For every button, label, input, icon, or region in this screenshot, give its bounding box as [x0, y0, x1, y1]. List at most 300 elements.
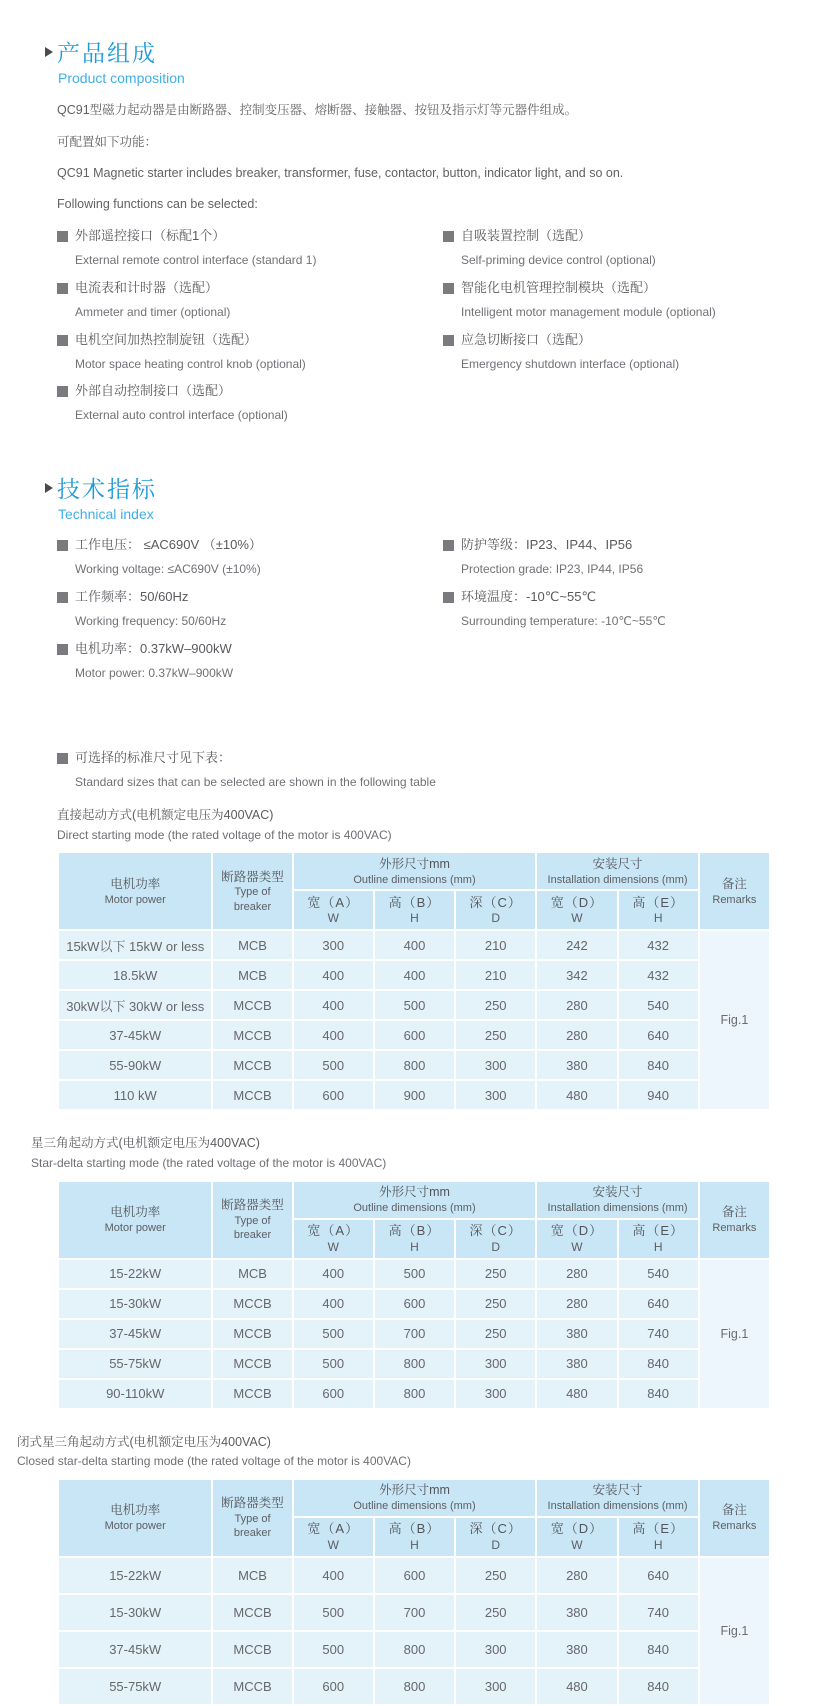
header-dimension-col [456, 1220, 535, 1258]
header-outline-dimensions-cn: 外形尺寸mm [379, 856, 450, 871]
table-cell: 840 [619, 1350, 698, 1378]
table-remark-cell: Fig.1 [700, 931, 769, 1109]
table-cell: MCCB [213, 1320, 291, 1348]
table-cell: 400 [294, 991, 373, 1019]
note-line-cn [57, 749, 772, 768]
feature-item-cn [443, 331, 772, 350]
table-cell: MCCB [213, 1632, 291, 1667]
table-cell: 400 [375, 961, 454, 989]
table-cell: 280 [537, 1260, 616, 1288]
table-cell: 840 [619, 1669, 698, 1704]
header-motor-power-en: Motor power [104, 893, 166, 906]
table-row [59, 1632, 769, 1667]
table-cell: 15kW以下 15kW or less [59, 931, 211, 959]
header-installation-dimensions [537, 1480, 697, 1516]
tech-item-cn [57, 588, 443, 607]
table-cell: 15-22kW [59, 1260, 211, 1288]
table-cell: 380 [537, 1350, 616, 1378]
table-cell: 37-45kW [59, 1021, 211, 1049]
tech-column-left [57, 536, 443, 691]
table-caption-en: Closed star-delta starting mode (the rated voltage of the motor is 400VAC) [17, 1454, 411, 1469]
table-cell: MCCB [213, 1380, 291, 1408]
section-arrow-icon [45, 483, 53, 493]
table-cell: 700 [375, 1320, 454, 1348]
section-title-cn: 技术指标 [57, 476, 157, 502]
table-caption-en: Direct starting mode (the rated voltage of the motor is 400VAC) [57, 827, 392, 842]
table-cell: 300 [294, 931, 373, 959]
header-dimension-col-en: W [327, 911, 339, 926]
table-row [59, 991, 769, 1019]
feature-column-left [57, 227, 443, 434]
table-cell: 300 [456, 1380, 535, 1408]
header-remarks-cn: 备注 [721, 1503, 747, 1518]
table-row [59, 1260, 769, 1288]
table-cell: 540 [619, 991, 698, 1019]
table-cell: 90-110kW [59, 1380, 211, 1408]
section-title-cn: 产品组成 [57, 40, 157, 66]
table-row [59, 1290, 769, 1318]
table-cell: 840 [619, 1632, 698, 1667]
table-row [59, 961, 769, 989]
tech-item-text-en: Surrounding temperature: -10℃~55℃ [461, 613, 666, 628]
table-cell: 500 [375, 991, 454, 1019]
table-cell: 800 [375, 1350, 454, 1378]
table-cell: 740 [619, 1595, 698, 1630]
section-header [57, 40, 772, 86]
header-installation-dimensions-cn: 安装尺寸 [592, 1185, 643, 1199]
section-title-en: Product composition [58, 70, 185, 87]
header-breaker-type-en: Type of breaker [233, 1214, 272, 1242]
table-remark-cell: Fig.1 [700, 1260, 769, 1408]
header-breaker-type-en: Type of breaker [233, 1513, 272, 1540]
feature-item-text-en: External remote control interface (standard 1) [75, 253, 317, 268]
table-cell: 640 [619, 1021, 698, 1049]
table-cell: 480 [537, 1669, 616, 1704]
header-dimension-col-cn: 宽（D） [550, 1521, 604, 1537]
table-cell: 800 [375, 1380, 454, 1408]
bullet-square-icon [443, 335, 454, 346]
bullet-square-icon [57, 283, 68, 294]
table-cell: 280 [537, 1558, 616, 1593]
bullet-square-icon [57, 386, 68, 397]
header-motor-power-cn: 电机功率 [110, 1205, 161, 1219]
header-dimension-col [619, 1220, 698, 1258]
table-cell: MCCB [213, 1021, 291, 1049]
header-outline-dimensions-cn: 外形尺寸mm [379, 1483, 450, 1498]
table-cell: 37-45kW [59, 1320, 211, 1348]
header-motor-power-en: Motor power [104, 1520, 166, 1533]
table-cell: 400 [294, 1260, 373, 1288]
table-cell: 500 [294, 1051, 373, 1079]
bullet-square-icon [57, 231, 68, 242]
bullet-square-icon [443, 283, 454, 294]
table-cell: 500 [375, 1260, 454, 1288]
header-dimension-col-cn: 宽（D） [550, 894, 604, 910]
feature-item-text-en: Intelligent motor management module (optional) [461, 304, 716, 319]
header-dimension-col-cn: 宽（A） [307, 894, 360, 910]
bullet-square-icon [57, 335, 68, 346]
size-table [57, 1180, 771, 1410]
header-dimension-col-cn: 宽（D） [550, 1223, 604, 1239]
header-installation-dimensions-cn: 安装尺寸 [592, 856, 643, 871]
feature-item [57, 382, 443, 424]
table-cell: 600 [375, 1558, 454, 1593]
bullet-square-icon [443, 231, 454, 242]
tech-item-text-cn: 工作频率：50/60Hz [75, 589, 189, 605]
intro-paragraph: QC91 Magnetic starter includes breaker, transformer, fuse, contactor, button, indicator light, and so on. [57, 165, 624, 180]
table-cell: 800 [375, 1632, 454, 1667]
size-table-block [17, 1434, 772, 1706]
header-outline-dimensions-en: Outline dimensions (mm) [353, 1500, 476, 1513]
feature-item-cn [57, 331, 443, 350]
table-row [59, 1350, 769, 1378]
feature-item [443, 279, 772, 321]
table-cell: MCCB [213, 1350, 291, 1378]
feature-item-text-en: Ammeter and timer (optional) [75, 304, 231, 319]
tech-item-text-cn: 工作电压： ≤AC690V （±10%） [75, 537, 262, 553]
table-caption-cn: 星三角起动方式(电机额定电压为400VAC) [31, 1136, 260, 1151]
bullet-square-icon [57, 753, 68, 764]
header-dimension-col-cn: 高（B） [388, 1521, 441, 1537]
tech-item-cn [57, 640, 443, 659]
table-cell: 640 [619, 1558, 698, 1593]
header-breaker-type [213, 853, 291, 929]
table-cell: 940 [619, 1081, 698, 1109]
table-cell: 400 [294, 1558, 373, 1593]
size-tables [17, 807, 772, 1706]
table-cell: 480 [537, 1081, 616, 1109]
table-cell: 840 [619, 1380, 698, 1408]
intro-paragraph: QC91型磁力起动器是由断路器、控制变压器、熔断器、接触器、按钮及指示灯等元器件组成。 [57, 103, 578, 118]
table-cell: 30kW以下 30kW or less [59, 991, 211, 1019]
header-dimension-col-cn: 深（C） [469, 1521, 522, 1537]
header-outline-dimensions [294, 853, 536, 889]
header-breaker-type-cn: 断路器类型 [221, 869, 284, 884]
table-remark-cell: Fig.1 [700, 1558, 769, 1704]
table-caption-cn: 直接起动方式(电机额定电压为400VAC) [57, 808, 274, 822]
header-outline-dimensions [294, 1182, 536, 1218]
feature-item-text-cn: 智能化电机管理控制模块（选配） [461, 280, 657, 296]
feature-item [57, 331, 443, 373]
table-cell: 250 [456, 1595, 535, 1630]
table-caption-cn: 闭式星三角起动方式(电机额定电压为400VAC) [17, 1434, 271, 1449]
feature-item-cn [57, 382, 443, 401]
header-dimension-col [375, 891, 454, 929]
table-cell: 432 [619, 931, 698, 959]
header-dimension-col-en: H [410, 1537, 419, 1552]
header-remarks [700, 853, 769, 929]
feature-item-text-en: Self-priming device control (optional) [461, 253, 656, 268]
table-cell: MCCB [213, 1595, 291, 1630]
header-dimension-col-cn: 深（C） [469, 894, 522, 910]
feature-item-text-en: External auto control interface (optional) [75, 408, 288, 423]
header-dimension-col-cn: 宽（A） [307, 1521, 360, 1537]
header-remarks [700, 1182, 769, 1258]
section-title-en: Technical index [58, 506, 154, 523]
header-dimension-col-en: W [571, 911, 583, 926]
table-row [59, 1320, 769, 1348]
feature-item [57, 279, 443, 321]
header-dimension-col-en: H [653, 1537, 663, 1552]
size-table-block [57, 807, 772, 1111]
table-row [59, 1021, 769, 1049]
table-cell: 640 [619, 1290, 698, 1318]
header-outline-dimensions [294, 1480, 536, 1516]
table-cell: 400 [375, 931, 454, 959]
tech-item-text-cn: 环境温度：-10℃~55℃ [461, 589, 597, 605]
standard-sizes-note [57, 749, 772, 791]
table-cell: 400 [294, 1290, 373, 1318]
header-dimension-col-en: H [653, 1239, 663, 1254]
header-dimension-col-en: H [410, 911, 419, 926]
tech-item-text-en: Protection grade: IP23, IP44, IP56 [461, 562, 644, 577]
tech-item-text-en: Motor power: 0.37kW–900kW [75, 665, 234, 680]
table-row [59, 1051, 769, 1079]
tech-item [443, 588, 772, 630]
table-cell: 55-75kW [59, 1350, 211, 1378]
table-cell: 250 [456, 1290, 535, 1318]
feature-item-text-cn: 电流表和计时器（选配） [75, 280, 219, 296]
bullet-square-icon [57, 540, 68, 551]
feature-item-cn [57, 279, 443, 298]
table-cell: 480 [537, 1380, 616, 1408]
table-cell: 600 [375, 1290, 454, 1318]
feature-item-cn [443, 279, 772, 298]
feature-columns [57, 227, 772, 434]
header-installation-dimensions-en: Installation dimensions (mm) [547, 1500, 688, 1513]
size-table [57, 1478, 771, 1706]
size-table-block [31, 1135, 772, 1409]
feature-item [443, 227, 772, 269]
header-dimension-col-en: H [410, 1239, 419, 1254]
table-cell: 210 [456, 961, 535, 989]
table-cell: MCB [213, 1260, 291, 1288]
feature-item [57, 227, 443, 269]
feature-item-cn [443, 227, 772, 246]
feature-item-text-cn: 外部自动控制接口（选配） [75, 383, 232, 399]
table-cell: 600 [375, 1021, 454, 1049]
header-dimension-col-en: H [653, 911, 663, 926]
header-breaker-type [213, 1480, 291, 1556]
header-outline-dimensions-en: Outline dimensions (mm) [353, 1201, 476, 1214]
composition-intro [57, 100, 772, 215]
header-dimension-col [456, 1518, 535, 1556]
section-technical-index [57, 476, 772, 691]
header-outline-dimensions-cn: 外形尺寸mm [379, 1185, 450, 1199]
table-cell: 37-45kW [59, 1632, 211, 1667]
table-cell: 380 [537, 1320, 616, 1348]
table-cell: 500 [294, 1350, 373, 1378]
header-dimension-col [294, 1220, 373, 1258]
table-cell: MCCB [213, 1051, 291, 1079]
header-remarks [700, 1480, 769, 1556]
header-motor-power-cn: 电机功率 [110, 876, 161, 891]
tech-item [57, 588, 443, 630]
header-motor-power [59, 1480, 211, 1556]
table-cell: 250 [456, 1260, 535, 1288]
feature-item [443, 331, 772, 373]
table-cell: 18.5kW [59, 961, 211, 989]
header-breaker-type [213, 1182, 291, 1258]
table-cell: 55-90kW [59, 1051, 211, 1079]
table-cell: 500 [294, 1632, 373, 1667]
table-row [59, 1380, 769, 1408]
table-row [59, 1595, 769, 1630]
table-header-row [59, 853, 769, 889]
header-motor-power [59, 1182, 211, 1258]
table-cell: 300 [456, 1632, 535, 1667]
note-text-en: Standard sizes that can be selected are shown in the following table [75, 775, 436, 790]
header-dimension-col [294, 1518, 373, 1556]
tech-item-cn [443, 588, 772, 607]
header-dimension-col-en: D [491, 911, 501, 926]
tech-item-cn [57, 536, 443, 555]
feature-item-text-en: Motor space heating control knob (optional) [75, 356, 306, 371]
table-cell: 800 [375, 1051, 454, 1079]
header-installation-dimensions [537, 1182, 697, 1218]
table-cell: 300 [456, 1669, 535, 1704]
table-cell: 280 [537, 991, 616, 1019]
tech-columns [57, 536, 772, 691]
header-breaker-type-en: Type of breaker [233, 886, 272, 913]
header-installation-dimensions [537, 853, 697, 889]
table-cell: MCB [213, 1558, 291, 1593]
header-installation-dimensions-en: Installation dimensions (mm) [547, 873, 688, 886]
table-cell: 55-75kW [59, 1669, 211, 1704]
table-row [59, 1081, 769, 1109]
table-header-row [59, 1182, 769, 1218]
feature-item-text-cn: 电机空间加热控制旋钮（选配） [75, 331, 258, 347]
feature-item-text-cn: 应急切断接口（选配） [461, 331, 592, 347]
feature-item-text-cn: 自吸装置控制（选配） [461, 228, 592, 244]
table-row [59, 931, 769, 959]
table-row [59, 1558, 769, 1593]
table-cell: 342 [537, 961, 616, 989]
table-cell: 500 [294, 1320, 373, 1348]
table-cell: MCCB [213, 1081, 291, 1109]
table-cell: 380 [537, 1632, 616, 1667]
table-cell: 15-30kW [59, 1595, 211, 1630]
header-remarks-cn: 备注 [721, 876, 747, 891]
tech-item [443, 536, 772, 578]
header-dimension-col-en: D [491, 1537, 501, 1552]
header-dimension-col [619, 891, 698, 929]
table-cell: 280 [537, 1021, 616, 1049]
tech-item [57, 536, 443, 578]
header-dimension-col-en: W [571, 1239, 583, 1254]
header-dimension-col [537, 1220, 616, 1258]
table-cell: 110 kW [59, 1081, 211, 1109]
header-dimension-col [456, 891, 535, 929]
table-cell: 380 [537, 1051, 616, 1079]
intro-paragraph: 可配置如下功能： [57, 134, 158, 149]
table-cell: 250 [456, 991, 535, 1019]
table-cell: 600 [294, 1380, 373, 1408]
tech-column-right [443, 536, 772, 639]
tech-item-text-cn: 防护等级：IP23、IP44、IP56 [461, 537, 633, 553]
table-cell: 210 [456, 931, 535, 959]
header-dimension-col-cn: 深（C） [469, 1223, 522, 1239]
table-header-row [59, 1480, 769, 1516]
header-breaker-type-cn: 断路器类型 [221, 1496, 284, 1511]
header-remarks-en: Remarks [712, 1520, 757, 1533]
table-cell: MCCB [213, 991, 291, 1019]
header-dimension-col-en: W [571, 1537, 583, 1552]
table-cell: MCCB [213, 1669, 291, 1704]
table-cell: 400 [294, 961, 373, 989]
table-cell: 250 [456, 1320, 535, 1348]
header-remarks-en: Remarks [712, 1221, 757, 1234]
table-cell: 800 [375, 1669, 454, 1704]
header-dimension-col-cn: 高（B） [388, 894, 441, 910]
feature-item-cn [57, 227, 443, 246]
header-dimension-col [294, 891, 373, 929]
header-dimension-col-cn: 宽（A） [307, 1223, 360, 1239]
section-header [57, 476, 772, 522]
table-cell: 432 [619, 961, 698, 989]
table-cell: 900 [375, 1081, 454, 1109]
feature-column-right [443, 227, 772, 382]
table-cell: 280 [537, 1290, 616, 1318]
header-installation-dimensions-en: Installation dimensions (mm) [547, 1201, 688, 1214]
bullet-square-icon [443, 592, 454, 603]
header-dimension-col [537, 1518, 616, 1556]
header-installation-dimensions-cn: 安装尺寸 [592, 1483, 643, 1498]
table-cell: MCCB [213, 1290, 291, 1318]
header-motor-power-cn: 电机功率 [110, 1503, 161, 1518]
section-arrow-icon [45, 47, 53, 57]
table-cell: 15-22kW [59, 1558, 211, 1593]
header-dimension-col-en: D [491, 1239, 501, 1254]
table-cell: 540 [619, 1260, 698, 1288]
table-cell: 300 [456, 1350, 535, 1378]
table-caption-en: Star-delta starting mode (the rated voltage of the motor is 400VAC) [31, 1155, 387, 1170]
header-dimension-col-cn: 高（E） [632, 894, 684, 910]
header-outline-dimensions-en: Outline dimensions (mm) [353, 873, 476, 886]
feature-item-text-en: Emergency shutdown interface (optional) [461, 356, 680, 371]
header-dimension-col [619, 1518, 698, 1556]
size-table [57, 851, 771, 1111]
table-cell: 600 [294, 1081, 373, 1109]
table-cell: 15-30kW [59, 1290, 211, 1318]
header-motor-power [59, 853, 211, 929]
header-breaker-type-cn: 断路器类型 [221, 1197, 284, 1212]
note-text-cn: 可选择的标准尺寸见下表： [75, 750, 232, 766]
header-motor-power-en: Motor power [104, 1221, 166, 1234]
section-product-composition [57, 40, 772, 434]
table-cell: 242 [537, 931, 616, 959]
feature-item-text-cn: 外部遥控接口（标配1个） [75, 228, 226, 244]
bullet-square-icon [57, 592, 68, 603]
header-remarks-en: Remarks [712, 893, 757, 906]
header-dimension-col [375, 1518, 454, 1556]
table-cell: 380 [537, 1595, 616, 1630]
table-cell: 840 [619, 1051, 698, 1079]
tech-item-text-en: Working frequency: 50/60Hz [75, 613, 227, 628]
tech-item-text-cn: 电机功率：0.37kW–900kW [75, 640, 232, 656]
tech-item [57, 640, 443, 682]
bullet-square-icon [57, 644, 68, 655]
intro-paragraph: Following functions can be selected: [57, 197, 258, 212]
table-row [59, 1669, 769, 1704]
table-cell: 400 [294, 1021, 373, 1049]
header-dimension-col [537, 891, 616, 929]
table-cell: 500 [294, 1595, 373, 1630]
table-cell: 700 [375, 1595, 454, 1630]
header-dimension-col-en: W [327, 1537, 339, 1552]
table-cell: MCB [213, 961, 291, 989]
tech-item-cn [443, 536, 772, 555]
